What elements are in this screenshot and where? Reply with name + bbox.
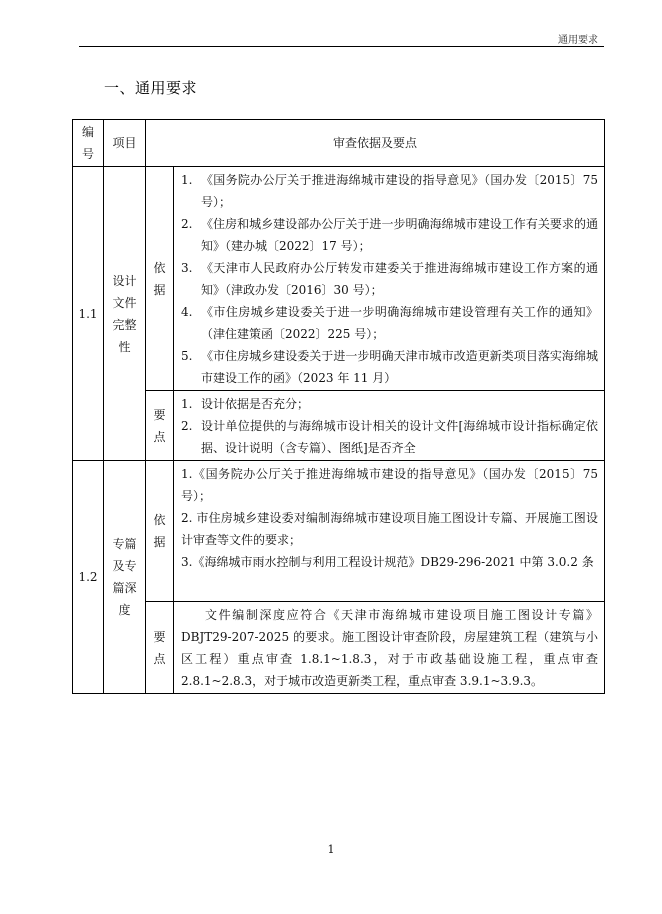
section-title: 一、通用要求	[104, 79, 198, 97]
row-number: 1.2	[73, 461, 104, 694]
header-content: 审查依据及要点	[146, 120, 605, 167]
list-item: 3. 《天津市人民政府办公厅转发市建委关于推进海绵城市建设工作方案的通知》（津政办发〔2016〕30 号）；	[181, 261, 598, 297]
list-item: 1. 《国务院办公厅关于推进海绵城市建设的指导意见》（国办发〔2015〕75 号）；	[181, 173, 598, 209]
list-item: 3.《海绵城市雨水控制与利用工程设计规范》DB29-296-2021 中第 3.0.2 条	[181, 555, 594, 569]
basis-list	[174, 167, 605, 391]
page-number: 1	[327, 843, 335, 856]
points-text: 文件编制深度应符合《天津市海绵城市建设项目施工图设计专篇》DBJT29-207-2025 的要求。施工图设计审查阶段，房屋建筑工程（建筑与小区工程）重点审查 1.8.1~1.8.3，对于市政基础设施工程，重点审查 2.8.1~2.8.3，对于城市改造更新类工程，重点审查 3.9.1~3.9.3。	[181, 608, 598, 688]
list-item: 4. 《市住房城乡建设委关于进一步明确海绵城市建设管理有关工作的通知》（津住建策函〔2022〕225 号）；	[181, 305, 598, 341]
requirements-table	[72, 119, 605, 694]
table-row	[73, 602, 605, 694]
row-item: 设计文件完整性	[104, 167, 146, 461]
list-item: 1. 设计依据是否充分；	[181, 397, 310, 411]
table-row	[73, 167, 605, 391]
list-item: 2. 设计单位提供的与海绵城市设计相关的设计文件[海绵城市设计指标确定依据、设计说明（含专篇）、图纸]是否齐全	[181, 419, 598, 455]
points-label: 要点	[146, 391, 174, 461]
list-item: 2. 市住房城乡建设委对编制海绵城市建设项目施工图设计专篇、开展施工图设计审查等文件的要求；	[181, 511, 598, 547]
points-list	[174, 391, 605, 461]
basis-label: 依据	[146, 461, 174, 602]
header-item: 项目	[104, 120, 146, 167]
table-row	[73, 391, 605, 461]
list-item: 2. 《住房和城乡建设部办公厅关于进一步明确海绵城市建设工作有关要求的通知》（建办城〔2022〕17 号）；	[181, 217, 598, 253]
list-item: 1.《国务院办公厅关于推进海绵城市建设的指导意见》（国办发〔2015〕75 号）；	[181, 467, 598, 503]
row-number: 1.1	[73, 167, 104, 461]
header-rule	[79, 46, 604, 47]
basis-list	[174, 461, 605, 602]
list-item: 5. 《市住房城乡建设委关于进一步明确天津市城市改造更新类项目落实海绵城市建设工作的函》（2023 年 11 月）	[181, 349, 598, 385]
running-header: 通用要求	[558, 35, 598, 46]
row-item: 专篇及专篇深度	[104, 461, 146, 694]
basis-label: 依据	[146, 167, 174, 391]
points-label: 要点	[146, 602, 174, 694]
header-num: 编号	[73, 120, 104, 167]
table-row	[73, 461, 605, 602]
points-paragraph	[174, 602, 605, 694]
table-header-row	[73, 120, 605, 167]
